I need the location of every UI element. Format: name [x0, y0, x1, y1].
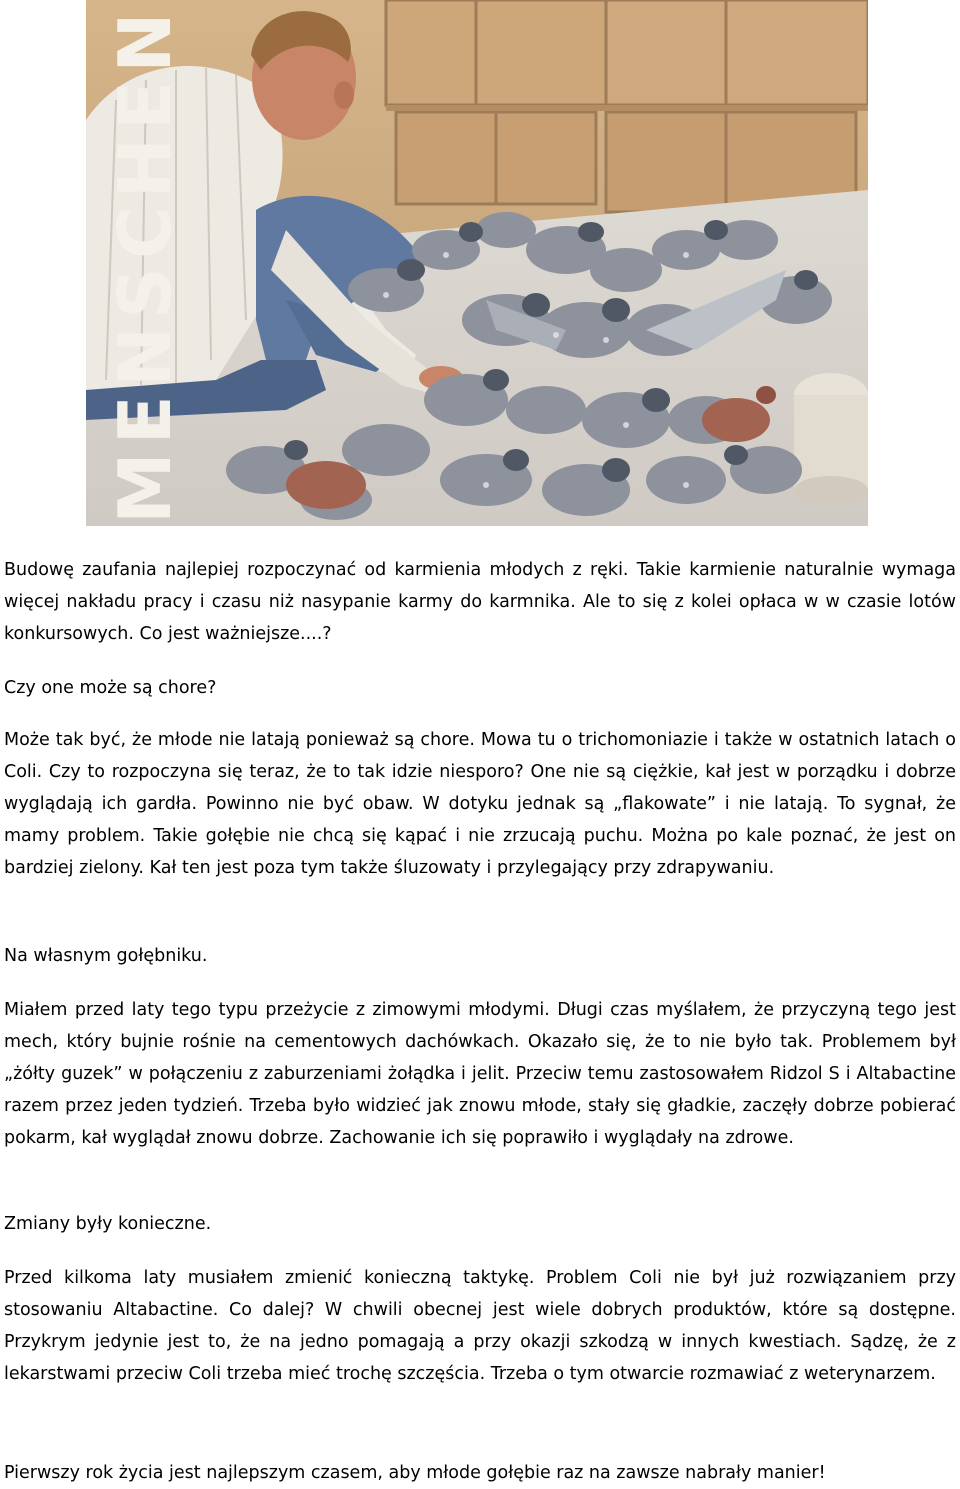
photo-illustration [86, 0, 868, 526]
closing-text: Pierwszy rok życia jest najlepszym czasem, aby młode gołębie raz na zawsze nabrały manier! [4, 1463, 826, 1483]
pigeon-loft-photo [86, 0, 868, 526]
paragraph-text: Miałem przed laty tego typu przeżycie z zimowymi młodymi. Długi czas myślałem, że przyczyną tego jest mech, który bujnie rośnie na cementowych dachówkach. Okazało się, że to nie było tak. Problemem był „żółty guzek” w połączeniu z zaburzeniami żołądka i jelit. Przeciw temu zastosowałem Ridzol S i Altabactine razem przez jeden tydzień. Trzeba było widzieć jak znowu młode, stały się gładkie, zaczęły dobrze pobierać pokarm, kał wyglądał znowu dobrze. Zachowanie ich się poprawiło i wyglądały na zdrowe. [4, 1000, 956, 1148]
subheading-changes [4, 1208, 956, 1240]
subheading-text: Na własnym gołębniku. [4, 946, 208, 966]
paragraph-text: Przed kilkoma laty musiałem zmienić konieczną taktykę. Problem Coli nie był już rozwiązaniem przy stosowaniu Altabactine. Co dalej? W chwili obecnej jest wiele dobrych produktów, które są dostępne. Przykrym jedynie jest to, że na jedno pomagają a przy okazji szkodzą w innych kwestiach. Sądzę, że z lekarstwami przeciw Coli trzeba mieć trochę szczęścia. Trzeba o tym otwarcie rozmawiać z weterynarzem. [4, 1268, 956, 1384]
paragraph-feeding [4, 554, 956, 650]
paragraph-illness [4, 724, 956, 884]
paragraph-experience [4, 994, 956, 1154]
nest-boxes [386, 0, 868, 212]
closing-line [4, 1457, 956, 1489]
subheading-text: Czy one może są chore? [4, 678, 217, 698]
paragraph-text: Budowę zaufania najlepiej rozpoczynać od karmienia młodych z ręki. Takie karmienie naturalnie wymaga więcej nakładu pracy i czasu niż nasypanie karmy do karmnika. Ale to się z kolei opłaca w w czasie lotów konkursowych. Co jest ważniejsze....? [4, 560, 956, 644]
paragraph-tactics [4, 1262, 956, 1390]
vertical-menschen-svg [108, 8, 184, 528]
paragraph-text: Może tak być, że młode nie latają ponieważ są chore. Mowa tu o trichomoniazie i także w ostatnich latach o Coli. Czy to rozpoczyna się teraz, że to tak idzie niesporo? One nie są ciężkie, kał jest w porządku i dobrze wyglądają ich gardła. Powinno nie być obaw. W dotyku jednak są „flakowate” i nie latają. To sygnał, że mamy problem. Takie gołębie nie chcą się kąpać i nie zrzucają puchu. Można po kale poznać, że jest on bardziej zielony. Kał ten jest poza tym także śluzowaty i przylegający przy zdrapywaniu. [4, 730, 956, 878]
vertical-menschen-label [108, 8, 184, 528]
vertical-menschen-text: MENSCHEN [108, 8, 184, 524]
subheading-own-loft [4, 940, 956, 972]
water-drinker [794, 373, 868, 504]
subheading-text: Zmiany były konieczne. [4, 1214, 212, 1234]
subheading-sick [4, 672, 956, 704]
